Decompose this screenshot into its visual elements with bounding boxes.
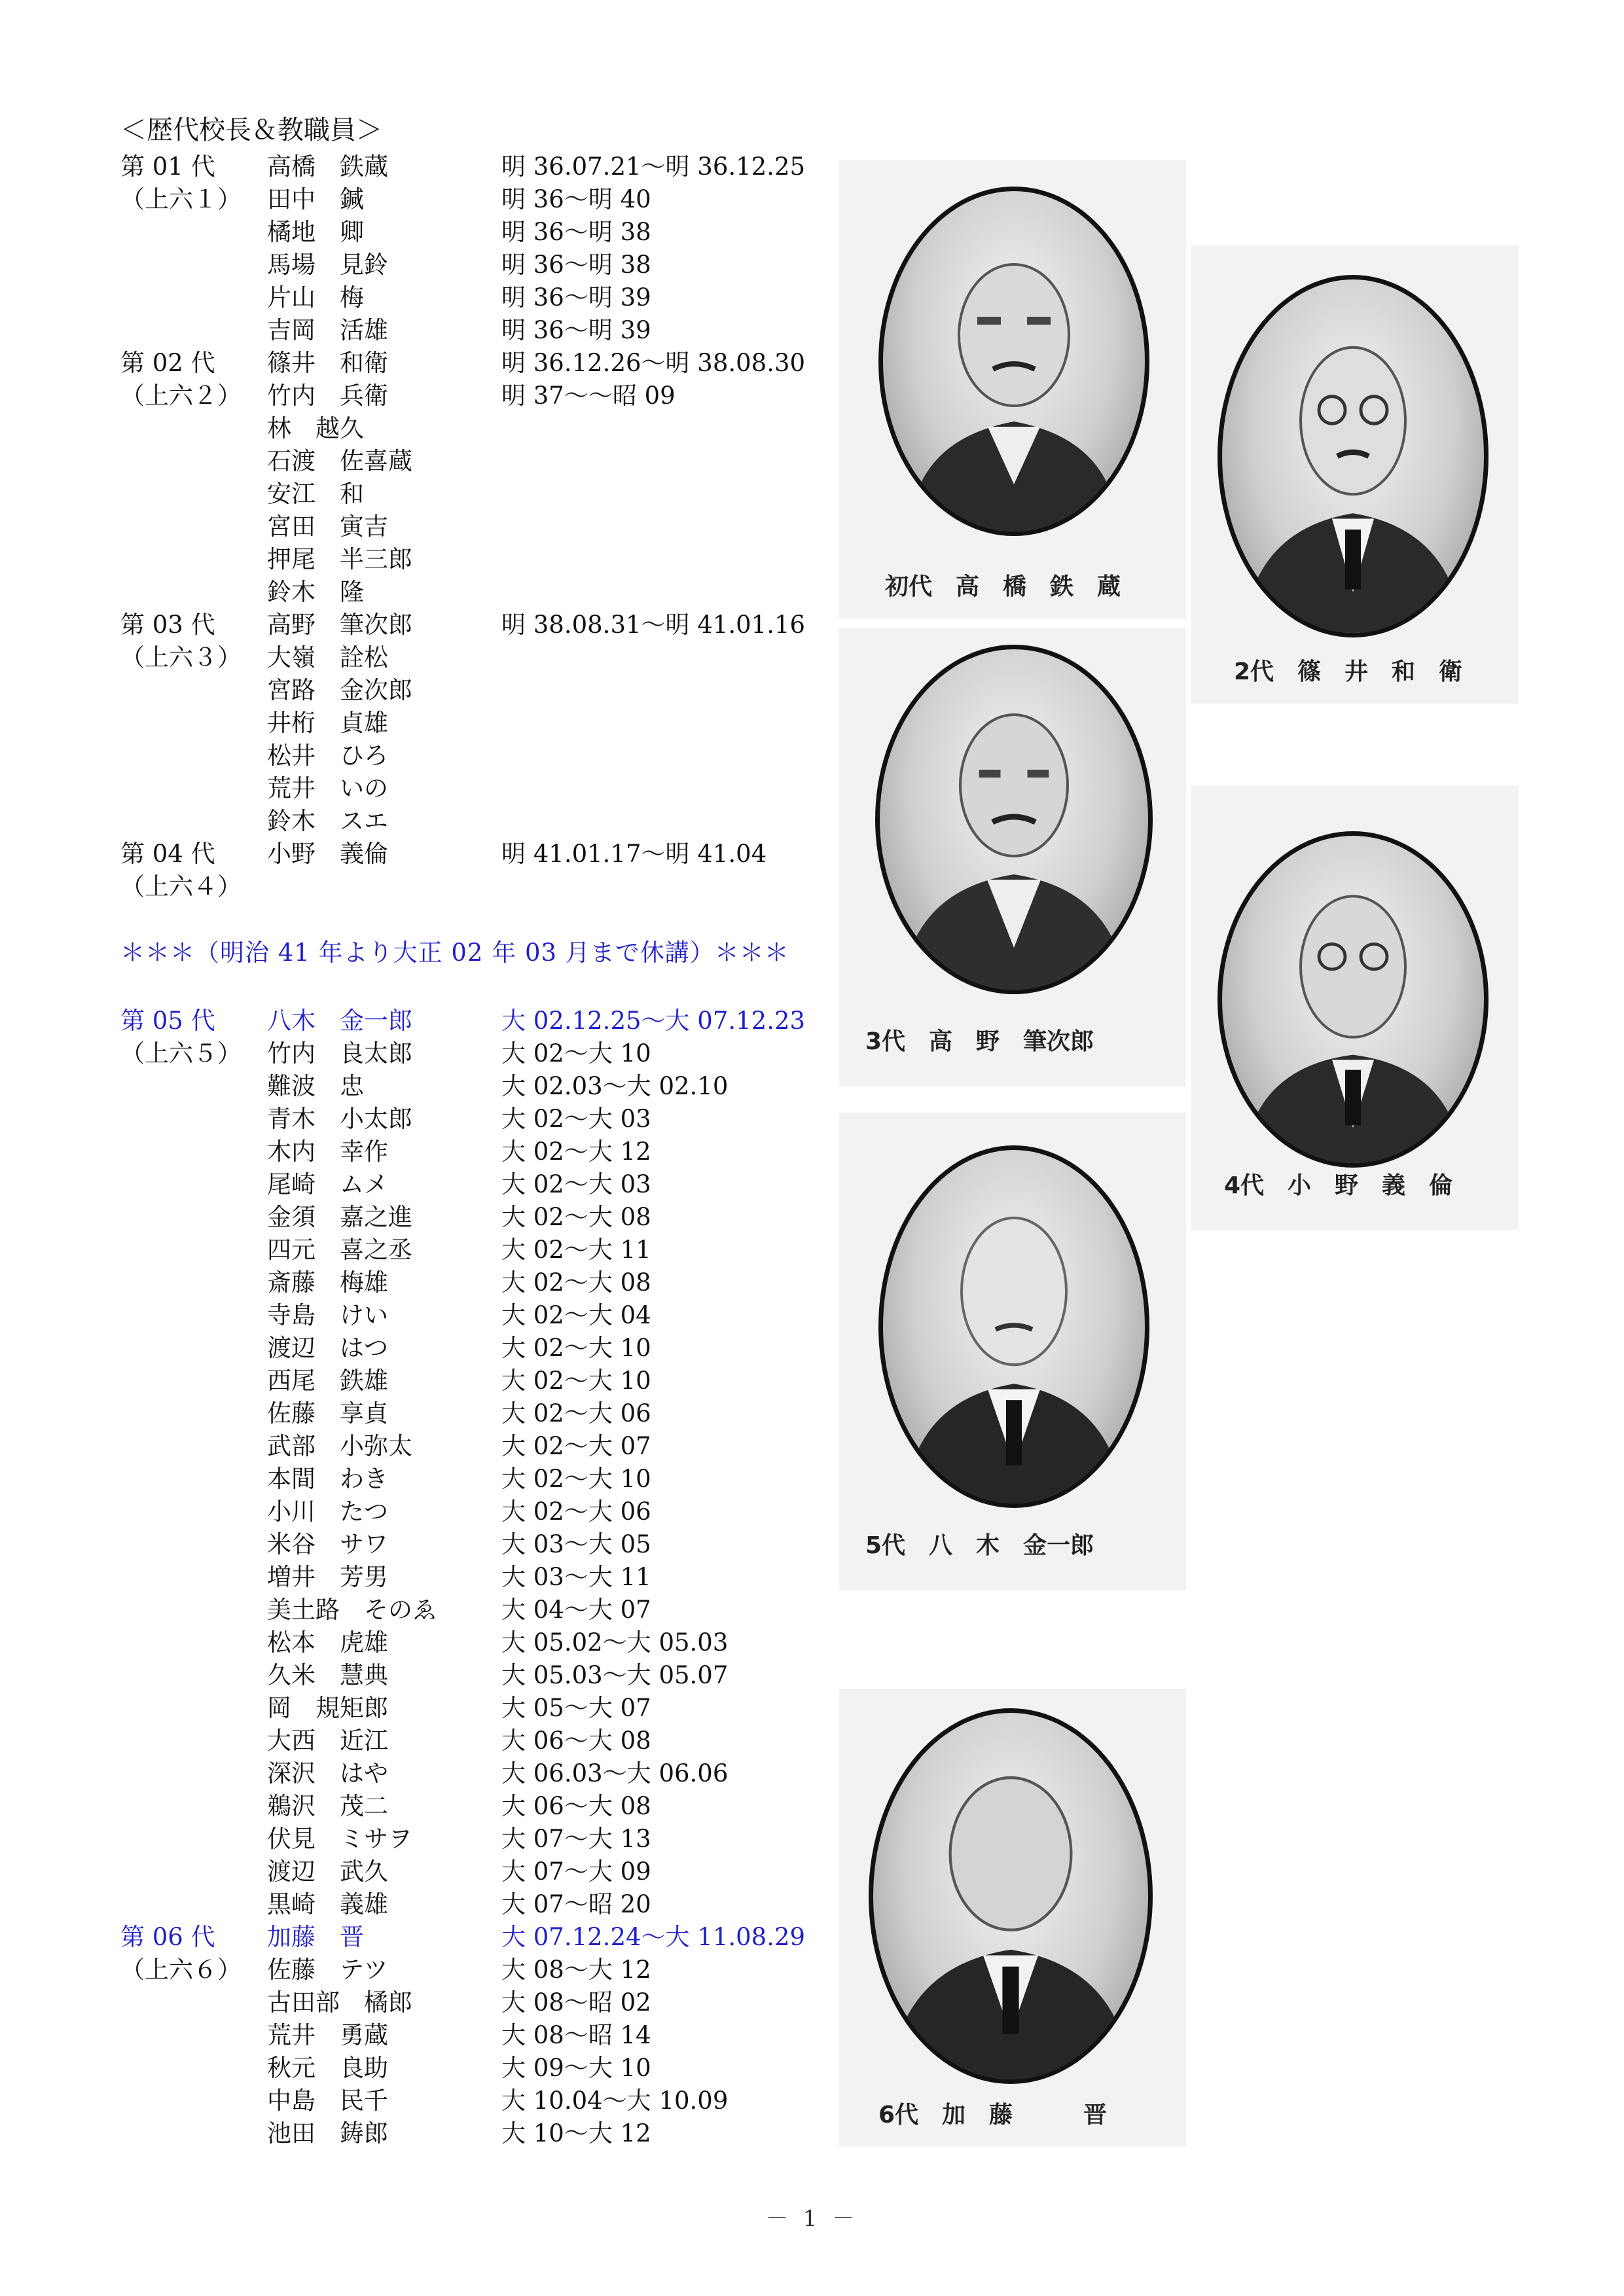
portrait-oval-4: [1218, 831, 1489, 1168]
term-of-service: 明 36〜明 40: [501, 185, 651, 213]
portrait-photo-3: [839, 628, 1186, 1086]
staff-name: 高野 筆次郎: [267, 611, 412, 639]
term-of-service: 大 08〜昭 02: [501, 1988, 651, 2017]
section-heading: ＜歴代校長＆教職員＞: [120, 115, 382, 145]
portrait-photo-5: [839, 1113, 1186, 1590]
portrait-caption-5: 5代 八 木 金一郎: [865, 1532, 1094, 1559]
generation-label: 第 01 代: [120, 152, 215, 181]
staff-name: 竹内 良太郎: [267, 1039, 412, 1067]
term-of-service: 大 06.03〜大 06.06: [501, 1759, 729, 1787]
staff-name: 石渡 佐喜蔵: [267, 447, 412, 475]
staff-name: 深沢 はや: [267, 1759, 388, 1787]
staff-name: 橘地 卿: [267, 218, 364, 246]
term-of-service: 大 02〜大 11: [501, 1236, 651, 1264]
staff-name: 池田 鋳郎: [267, 2119, 388, 2147]
portrait-photo-1: [839, 160, 1186, 619]
staff-name: 伏見 ミサヲ: [267, 1825, 412, 1853]
portrait-oval-2: [1218, 275, 1489, 637]
term-of-service: 大 07〜昭 20: [501, 1890, 651, 1918]
staff-name: 竹内 兵衛: [267, 382, 388, 410]
term-of-service: 大 04〜大 07: [501, 1596, 651, 1624]
term-of-service: 大 02〜大 12: [501, 1138, 651, 1166]
term-of-service: 大 02.12.25〜大 07.12.23: [501, 1007, 806, 1035]
term-of-service: 明 36.07.21〜明 36.12.25: [501, 152, 806, 181]
page-number: － 1 －: [765, 2206, 859, 2232]
staff-name: 難波 忠: [267, 1072, 364, 1100]
staff-name: 宮田 寅吉: [267, 512, 388, 541]
staff-name: 米谷 サワ: [267, 1530, 388, 1558]
term-of-service: 大 02〜大 03: [501, 1105, 651, 1133]
generation-label: （上六４）: [120, 872, 242, 901]
term-of-service: 大 02〜大 07: [501, 1432, 651, 1460]
term-of-service: 大 07〜大 09: [501, 1857, 651, 1886]
generation-label: 第 04 代: [120, 840, 215, 868]
staff-name: 小川 たつ: [267, 1498, 388, 1526]
term-of-service: 大 07.12.24〜大 11.08.29: [501, 1923, 806, 1951]
term-of-service: 大 05〜大 07: [501, 1694, 651, 1722]
staff-name: 鈴木 スエ: [267, 807, 388, 835]
staff-name: 佐藤 テツ: [267, 1956, 388, 1984]
staff-name: 荒井 勇蔵: [267, 2021, 388, 2049]
term-of-service: 明 36.12.26〜明 38.08.30: [501, 349, 806, 377]
portrait-oval-6: [869, 1708, 1153, 2084]
term-of-service: 大 08〜大 12: [501, 1956, 651, 1984]
term-of-service: 大 02〜大 10: [501, 1367, 651, 1395]
staff-name: 黒崎 義雄: [267, 1890, 388, 1918]
generation-label: （上六１）: [120, 185, 242, 213]
staff-name: 荒井 いの: [267, 774, 388, 802]
term-of-service: 大 07〜大 13: [501, 1825, 651, 1853]
staff-name: 小野 義倫: [267, 840, 388, 868]
term-of-service: 大 03〜大 11: [501, 1563, 651, 1591]
staff-name: 渡辺 はつ: [267, 1334, 388, 1362]
portrait-photo-6: [839, 1689, 1186, 2147]
staff-name: 宮路 金次郎: [267, 676, 412, 704]
generation-label: （上六３）: [120, 643, 242, 672]
staff-name: 加藤 晋: [267, 1923, 364, 1951]
staff-name: 木内 幸作: [267, 1138, 388, 1166]
term-of-service: 大 02〜大 06: [501, 1399, 651, 1427]
staff-name: 武部 小弥太: [267, 1432, 412, 1460]
staff-name: 美土路 そのゑ: [267, 1596, 437, 1624]
staff-name: 篠井 和衛: [267, 349, 388, 377]
term-of-service: 大 10〜大 12: [501, 2119, 651, 2147]
staff-name: 八木 金一郎: [267, 1007, 412, 1035]
staff-name: 高橋 鉄蔵: [267, 152, 388, 181]
term-of-service: 大 02〜大 06: [501, 1498, 651, 1526]
staff-name: 鈴木 隆: [267, 578, 364, 606]
staff-name: 押尾 半三郎: [267, 545, 412, 573]
term-of-service: 大 02.03〜大 02.10: [501, 1072, 729, 1100]
generation-label: 第 06 代: [120, 1923, 215, 1951]
staff-name: 四元 喜之丞: [267, 1236, 412, 1264]
generation-label: （上六２）: [120, 382, 242, 410]
term-of-service: 大 02〜大 03: [501, 1170, 651, 1198]
term-of-service: 大 10.04〜大 10.09: [501, 2087, 729, 2115]
staff-name: 鵜沢 茂二: [267, 1792, 388, 1820]
staff-name: 井桁 貞雄: [267, 709, 388, 737]
staff-name: 松本 虎雄: [267, 1628, 388, 1657]
term-of-service: 大 02〜大 04: [501, 1301, 651, 1329]
generation-label: （上六５）: [120, 1039, 242, 1067]
staff-name: 秋元 良助: [267, 2054, 388, 2082]
staff-name: 片山 梅: [267, 283, 364, 312]
term-of-service: 大 02〜大 10: [501, 1334, 651, 1362]
staff-name: 古田部 橘郎: [267, 1988, 412, 2017]
term-of-service: 大 06〜大 08: [501, 1727, 651, 1755]
staff-name: 尾崎 ムメ: [267, 1170, 388, 1198]
staff-name: 佐藤 享貞: [267, 1399, 388, 1427]
portrait-caption-4: 4代 小 野 義 倫: [1224, 1172, 1453, 1199]
term-of-service: 大 02〜大 08: [501, 1268, 651, 1297]
term-of-service: 大 09〜大 10: [501, 2054, 651, 2082]
generation-label: （上六６）: [120, 1956, 242, 1984]
staff-name: 金須 嘉之進: [267, 1203, 412, 1231]
staff-name: 馬場 見鈴: [267, 251, 388, 279]
portrait-caption-2: 2代 篠 井 和 衛: [1234, 658, 1463, 685]
staff-name: 増井 芳男: [267, 1563, 388, 1591]
staff-name: 大西 近江: [267, 1727, 388, 1755]
portrait-caption-3: 3代 高 野 筆次郎: [865, 1028, 1094, 1055]
staff-name: 青木 小太郎: [267, 1105, 412, 1133]
term-of-service: 明 37〜〜昭 09: [501, 382, 676, 410]
generation-label: 第 05 代: [120, 1007, 215, 1035]
term-of-service: 大 02〜大 08: [501, 1203, 651, 1231]
staff-name: 岡 規矩郎: [267, 1694, 388, 1722]
generation-label: 第 02 代: [120, 349, 215, 377]
term-of-service: 明 36〜明 38: [501, 251, 651, 279]
term-of-service: 明 36〜明 39: [501, 316, 651, 344]
portrait-oval-1: [878, 187, 1149, 536]
staff-name: 吉岡 活雄: [267, 316, 388, 344]
term-of-service: 明 36〜明 39: [501, 283, 651, 312]
term-of-service: 大 08〜昭 14: [501, 2021, 651, 2049]
term-of-service: 大 03〜大 05: [501, 1530, 651, 1558]
staff-name: 久米 慧典: [267, 1661, 388, 1689]
staff-name: 本間 わき: [267, 1465, 388, 1493]
term-of-service: 明 36〜明 38: [501, 218, 651, 246]
staff-name: 斎藤 梅雄: [267, 1268, 388, 1297]
staff-name: 西尾 鉄雄: [267, 1367, 388, 1395]
portrait-photo-2: [1191, 245, 1519, 704]
term-of-service: 明 38.08.31〜明 41.01.16: [501, 611, 806, 639]
term-of-service: 明 41.01.17〜明 41.04: [501, 840, 767, 868]
term-of-service: 大 02〜大 10: [501, 1465, 651, 1493]
portrait-photo-4: [1191, 785, 1519, 1230]
term-of-service: 大 05.03〜大 05.07: [501, 1661, 729, 1689]
term-of-service: 大 06〜大 08: [501, 1792, 651, 1820]
portrait-caption-1: 初代 高 橋 鉄 蔵: [885, 573, 1121, 600]
staff-name: 大嶺 詮松: [267, 643, 388, 672]
portrait-caption-6: 6代 加 藤 晋: [878, 2102, 1108, 2128]
term-of-service: 大 05.02〜大 05.03: [501, 1628, 729, 1657]
closure-notice: ＊＊＊（明治 41 年より大正 02 年 03 月まで休講）＊＊＊: [120, 939, 789, 967]
staff-name: 中島 民千: [267, 2087, 388, 2115]
staff-name: 林 越久: [267, 414, 364, 442]
staff-name: 渡辺 武久: [267, 1857, 388, 1886]
staff-name: 松井 ひろ: [267, 742, 388, 770]
staff-name: 寺島 けい: [267, 1301, 388, 1329]
staff-name: 田中 鍼: [267, 185, 364, 213]
portrait-oval-3: [875, 645, 1153, 994]
portrait-oval-5: [878, 1145, 1149, 1508]
staff-name: 安江 和: [267, 480, 364, 508]
term-of-service: 大 02〜大 10: [501, 1039, 651, 1067]
generation-label: 第 03 代: [120, 611, 215, 639]
